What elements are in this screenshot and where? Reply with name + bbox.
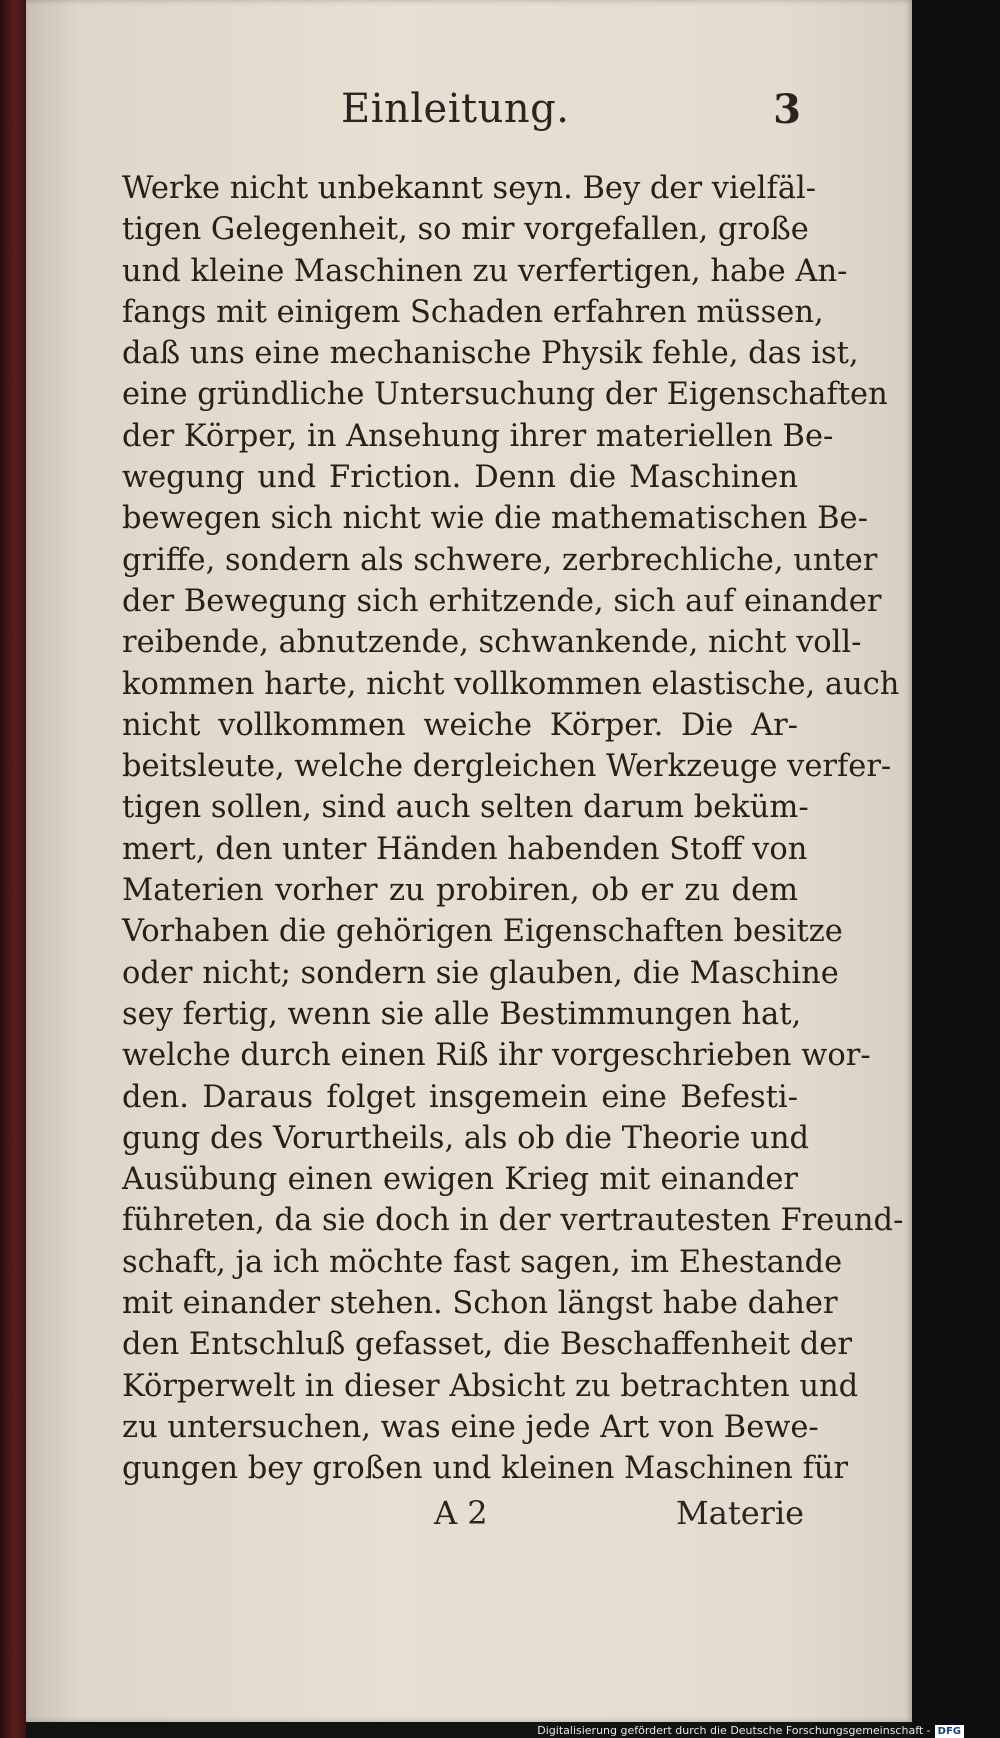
text-line: fangs mit einigem Schaden erfahren müssen, [122, 294, 824, 330]
catchword: Materie [676, 1494, 805, 1532]
text-line: beitsleute, welche dergleichen Werkzeuge verfer- [122, 749, 892, 785]
text-line: tigen sollen, sind auch selten darum beküm- [122, 790, 809, 826]
text-line: den Entschluß gefasset, die Beschaffenheit der [122, 1327, 852, 1363]
text-line: mit einander stehen. Schon längst habe daher [122, 1286, 838, 1322]
book-page [26, 0, 912, 1722]
text-line: griffe, sondern als schwere, zerbrechliche, unter [122, 542, 878, 578]
text-line: Ausübung einen ewigen Krieg mit einander [122, 1162, 798, 1198]
text-line: eine gründliche Untersuchung der Eigenschaften [122, 377, 888, 413]
text-line: den. Daraus folget insgemein eine Befesti- [122, 1079, 798, 1115]
text-line: der Körper, in Ansehung ihrer materiellen Be- [122, 418, 834, 454]
text-line: Werke nicht unbekannt seyn. Bey der vielfäl- [122, 171, 817, 206]
text-line: sey fertig, wenn sie alle Bestimmungen hat, [122, 996, 802, 1032]
text-line: bewegen sich nicht wie die mathematischen Be- [122, 501, 868, 537]
text-line: Körperwelt in dieser Absicht zu betrachten und [122, 1368, 859, 1404]
digitization-credit-text: Digitalisierung gefördert durch die Deutsche Forschungsgemeinschaft - [537, 1724, 931, 1737]
text-line: mert, den unter Händen habenden Stoff von [122, 831, 808, 867]
text-line: oder nicht; sondern sie glauben, die Maschine [122, 955, 839, 991]
running-head: Einleitung. [341, 86, 570, 132]
scan-background [912, 0, 1000, 1738]
text-line: schaft, ja ich möchte fast sagen, im Ehestande [122, 1244, 843, 1280]
body-text [122, 168, 904, 1490]
text-line: zu untersuchen, was eine jede Art von Bewe- [122, 1409, 819, 1445]
text-line: welche durch einen Riß ihr vorgeschrieben wor- [122, 1038, 871, 1074]
text-line: und kleine Maschinen zu verfertigen, habe An- [122, 253, 848, 289]
page-header [341, 86, 801, 142]
dfg-logo: DFG [935, 1725, 964, 1738]
signature-mark: A 2 [434, 1494, 488, 1532]
text-line: Vorhaben die gehörigen Eigenschaften besitze [122, 914, 843, 950]
text-line: der Bewegung sich erhitzende, sich auf einander [122, 583, 882, 619]
page-number: 3 [773, 86, 801, 133]
text-line: kommen harte, nicht vollkommen elastische, auch [122, 666, 900, 702]
text-line: wegung und Friction. Denn die Maschinen [122, 460, 798, 496]
text-line: Materien vorher zu probiren, ob er zu dem [122, 873, 798, 909]
text-line: gung des Vorurtheils, als ob die Theorie und [122, 1120, 810, 1156]
text-line: gungen bey großen und kleinen Maschinen für [122, 1451, 849, 1487]
book-spine-edge [0, 0, 26, 1738]
digitization-credit [537, 1723, 964, 1738]
text-line: reibende, abnutzende, schwankende, nicht voll- [122, 625, 862, 661]
text-line: nicht vollkommen weiche Körper. Die Ar- [122, 707, 798, 743]
text-line: tigen Gelegenheit, so mir vorgefallen, große [122, 212, 809, 248]
text-line: daß uns eine mechanische Physik fehle, das ist, [122, 336, 859, 372]
text-line: führeten, da sie doch in der vertrautesten Freund- [122, 1203, 904, 1239]
